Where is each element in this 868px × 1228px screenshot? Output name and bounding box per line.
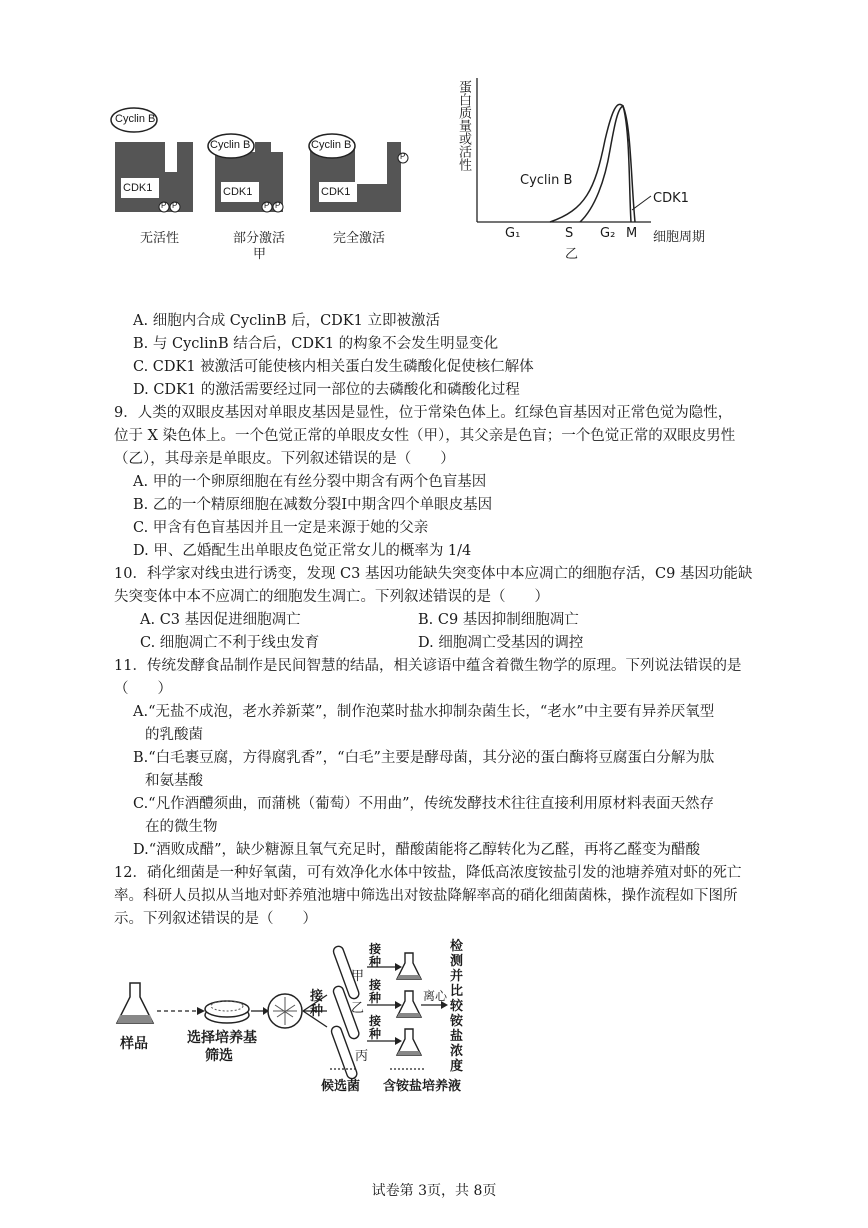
q9-stem-1: 9．人类的双眼皮基因对单眼皮基因是显性，位于常染色体上。红绿色盲基因对正常色觉为隐性， bbox=[114, 405, 733, 421]
q11-stem-1: 11．传统发酵食品制作是民间智慧的结晶，相关谚语中蕴含着微生物学的原理。下列说法错误的是 bbox=[114, 658, 742, 674]
culture-flask-bing-icon bbox=[397, 1029, 421, 1055]
q8-option-b: B. 与 CyclinB 结合后，CDK1 的构象不会发生明显变化 bbox=[133, 336, 499, 352]
q9-option-a: A. 甲的一个卵原细胞在有丝分裂中期含有两个色盲基因 bbox=[133, 474, 487, 490]
phosphate-label: P bbox=[400, 152, 406, 161]
cyclin-label: Cyclin B bbox=[115, 113, 156, 125]
sample-flask-icon bbox=[117, 983, 153, 1023]
screening-label: 筛选 bbox=[205, 1048, 233, 1064]
cdk1-curve-label: CDK1 bbox=[653, 191, 689, 206]
q12-stem-2: 率。科研人员拟从当地对虾养殖池塘中筛选出对铵盐降解率高的硝化细菌菌株，操作流程如下图所 bbox=[114, 888, 738, 904]
x-tick-g1: G₁ bbox=[505, 226, 521, 241]
colony-plate-icon bbox=[268, 994, 302, 1028]
q11-option-a-2: 的乳酸菌 bbox=[145, 727, 203, 743]
detect-label: 检测并比较铵盐浓度 bbox=[450, 939, 464, 1074]
q11-stem-2: （ ） bbox=[114, 681, 172, 697]
q11-option-c-1: C.“凡作酒醴须曲，而蒲桃（葡萄）不用曲”，传统发酵技术往往直接利用原材料表面天然存 bbox=[133, 796, 715, 812]
inoculate-label: 接种 bbox=[310, 989, 324, 1019]
q11-option-d: D.“酒败成醋”，缺少糖源且氧气充足时，醋酸菌能将乙醇转化为乙醛，再将乙醛变为醋酸 bbox=[133, 842, 701, 858]
y-axis-label: 蛋白质量或活性 bbox=[456, 80, 471, 171]
q11-option-a-1: A.“无盐不成泡，老水养新菜”，制作泡菜时盐水抑制杂菌生长，“老水”中主要有异养厌氧型 bbox=[133, 704, 715, 720]
cyclin-label: Cyclin B bbox=[311, 139, 352, 151]
phosphate-label: P bbox=[161, 201, 167, 210]
tube-label-bing: 丙 bbox=[355, 1049, 369, 1064]
q10-option-b: B. C9 基因抑制细胞凋亡 bbox=[418, 612, 579, 628]
q12-stem-3: 示。下列叙述错误的是（ ） bbox=[114, 911, 317, 927]
petri-dish-icon bbox=[205, 1001, 249, 1023]
inoculate-label: 接种 bbox=[369, 942, 382, 969]
q9-option-b: B. 乙的一个精原细胞在减数分裂Ⅰ中期含四个单眼皮基因 bbox=[133, 497, 493, 513]
cdk1-inactive-shape bbox=[115, 142, 193, 212]
q8-option-d: D. CDK1 的激活需要经过同一部位的去磷酸化和磷酸化过程 bbox=[133, 382, 520, 398]
q11-option-b-1: B.“白毛裹豆腐，方得腐乳香”，“白毛”主要是酵母菌，其分泌的蛋白酶将豆腐蛋白分解为肽 bbox=[133, 750, 715, 766]
q10-stem-1: 10．科学家对线虫进行诱变，发现 C3 基因功能缺失突变体中本应凋亡的细胞存活，C9 基因功能缺 bbox=[114, 566, 753, 582]
q10-option-a: A. C3 基因促进细胞凋亡 bbox=[140, 612, 301, 628]
x-tick-s: S bbox=[565, 226, 574, 241]
panel-label-jia: 甲 bbox=[253, 247, 267, 262]
figure-cell-cycle-chart bbox=[455, 70, 755, 260]
q12-stem-1: 12．硝化细菌是一种好氧菌，可有效净化水体中铵盐，降低高浓度铵盐引发的池塘养殖对虾的死亡 bbox=[114, 865, 742, 881]
state-partial: 部分激活 bbox=[233, 231, 286, 246]
cdk1-label: CDK1 bbox=[223, 186, 253, 198]
figure-cdk1-activation bbox=[105, 100, 425, 260]
tube-label-jia: 甲 bbox=[351, 969, 365, 984]
cdk1-label: CDK1 bbox=[321, 186, 351, 198]
q8-option-c: C. CDK1 被激活可能使核内相关蛋白发生磷酸化促使核仁解体 bbox=[133, 359, 534, 375]
phosphate-label: P bbox=[172, 201, 178, 210]
inoculate-label: 接种 bbox=[369, 978, 382, 1005]
q9-stem-2: 位于 X 染色体上。一个色觉正常的单眼皮女性（甲），其父亲是色盲；一个色觉正常的双眼皮男性 bbox=[114, 428, 736, 444]
centrifuge-label: 离心 bbox=[423, 989, 448, 1003]
q9-option-c: C. 甲含有色盲基因并且一定是来源于她的父亲 bbox=[133, 520, 429, 536]
candidate-strain-label: 候选菌 bbox=[321, 1079, 361, 1094]
q11-option-c-2: 在的微生物 bbox=[145, 819, 218, 835]
phosphate-label: P bbox=[275, 201, 281, 210]
cdk1-curve bbox=[580, 106, 631, 222]
culture-flask-yi-icon bbox=[397, 991, 421, 1017]
q11-option-b-2: 和氨基酸 bbox=[145, 773, 203, 789]
figure-screening-flowchart bbox=[105, 935, 505, 1095]
q9-option-d: D. 甲、乙婚配生出单眼皮色觉正常女儿的概率为 1/4 bbox=[133, 543, 472, 559]
sample-label: 样品 bbox=[120, 1036, 148, 1052]
select-medium-label: 选择培养基 bbox=[187, 1030, 257, 1046]
ammonium-medium-label: 含铵盐培养液 bbox=[383, 1079, 462, 1094]
inoculate-label: 接种 bbox=[369, 1014, 382, 1041]
q8-option-a: A. 细胞内合成 CyclinB 后，CDK1 立即被激活 bbox=[133, 313, 440, 329]
q10-stem-2: 失突变体中本不应凋亡的细胞发生凋亡。下列叙述错误的是（ ） bbox=[114, 589, 549, 605]
x-axis-label: 细胞周期 bbox=[653, 230, 706, 245]
tube-label-yi: 乙 bbox=[351, 1001, 365, 1016]
phosphate-label: P bbox=[264, 201, 270, 210]
q10-option-c: C. 细胞凋亡不利于线虫发育 bbox=[140, 635, 320, 651]
q10-option-d: D. 细胞凋亡受基因的调控 bbox=[418, 635, 584, 651]
cdk1-label: CDK1 bbox=[123, 182, 153, 194]
cyclin-b-curve-label: Cyclin B bbox=[520, 173, 573, 188]
state-full: 完全激活 bbox=[333, 231, 386, 246]
cyclin-label: Cyclin B bbox=[210, 139, 251, 151]
page-footer: 试卷第 3页，共 8页 bbox=[371, 1183, 497, 1199]
panel-label-yi: 乙 bbox=[565, 247, 579, 262]
state-inactive: 无活性 bbox=[140, 231, 180, 246]
culture-flask-jia-icon bbox=[397, 953, 421, 979]
x-tick-g2: G₂ bbox=[600, 226, 616, 241]
x-tick-m: M bbox=[626, 226, 638, 241]
q9-stem-3: （乙），其母亲是单眼皮。下列叙述错误的是（ ） bbox=[114, 451, 455, 467]
